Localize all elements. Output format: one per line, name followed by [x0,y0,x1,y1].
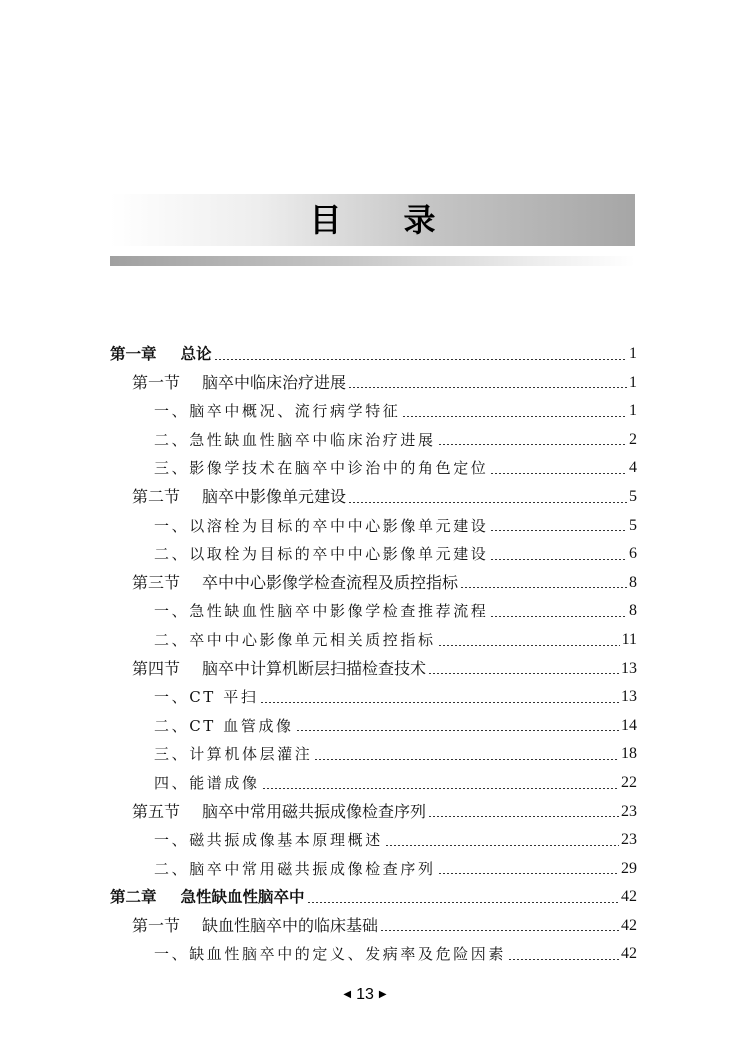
toc-entry-label [110,883,305,912]
toc-entry-label [154,826,383,855]
toc-entry-section[interactable] [110,369,637,398]
toc-entry-label [132,655,426,684]
toc-entry-page: 13 [621,659,637,677]
dot-leader [438,444,627,445]
dot-leader [307,902,619,903]
toc-entry-page: 13 [621,688,637,706]
toc-entry-label [132,483,346,512]
dot-leader [490,530,627,531]
toc-entry-prefix: 第四节 [132,658,181,678]
toc-entry-page: 2 [629,430,637,448]
toc-entry-label [154,740,312,769]
toc-entry-section[interactable] [110,798,637,827]
toc-entry-label [154,683,258,712]
toc-entry-title: 脑卒中临床治疗进展 [202,372,347,392]
toc-entry-title: 三、影像学技术在脑卒中诊治中的角色定位 [154,459,489,478]
page-number: 13 [356,986,374,1003]
toc-entry-page: 1 [629,345,637,362]
toc-entry-title: 脑卒中影像单元建设 [202,486,347,506]
toc-entry-label [154,454,488,483]
toc-entry-title: 一、脑卒中概况、流行病学特征 [154,402,401,421]
toc-entry-label [154,426,436,455]
dot-leader [428,673,619,674]
toc-entry-title: 一、磁共振成像基本原理概述 [154,831,383,850]
title-divider [110,256,635,266]
triangle-right-icon: ▶ [378,989,387,1000]
dot-leader [262,788,619,789]
toc-entry-item[interactable] [110,454,637,483]
toc-entry-chapter[interactable] [110,883,637,912]
toc-entry-label [154,712,294,741]
toc-entry-title: 急性缺血性脑卒中 [180,888,305,907]
dot-leader [348,502,627,503]
toc-entry-item[interactable] [110,740,637,769]
toc-entry-chapter[interactable] [110,340,637,369]
toc-entry-label [154,855,436,884]
toc-entry-label [132,569,458,598]
dot-leader [508,959,619,960]
toc-entry-section[interactable] [110,912,637,941]
dot-leader [260,702,619,703]
toc-entry-item[interactable] [110,540,637,569]
toc-entry-prefix: 第一章 [110,345,157,363]
toc-entry-section[interactable] [110,569,637,598]
page-title: 目录 [309,201,498,239]
toc-entry-title: 二、以取栓为目标的卒中中心影像单元建设 [154,545,489,564]
toc-entry-title: 二、脑卒中常用磁共振成像检查序列 [154,859,436,878]
dot-leader [385,845,619,846]
dot-leader [438,873,619,874]
toc-entry-prefix: 第一节 [132,915,181,935]
toc-entry-label [154,512,488,541]
toc-entry-section[interactable] [110,483,637,512]
toc-entry-label [132,369,346,398]
toc-entry-title: 卒中中心影像学检查流程及质控指标 [202,572,459,592]
toc-entry-item[interactable] [110,683,637,712]
dot-leader [314,759,619,760]
dot-leader [428,816,619,817]
dot-leader [490,559,627,560]
toc-entry-item[interactable] [110,626,637,655]
toc-entry-title: 二、卒中中心影像单元相关质控指标 [154,630,436,649]
toc-entry-page: 1 [629,402,637,420]
toc-entry-label [154,769,260,798]
dot-leader [460,587,627,588]
toc-entry-prefix: 第二章 [110,888,157,907]
toc-entry-page: 23 [621,831,637,849]
toc-entry-page: 29 [621,859,637,877]
toc-entry-item[interactable] [110,426,637,455]
dot-leader [214,359,627,360]
title-band [110,194,635,246]
toc-entry-item[interactable] [110,512,637,541]
toc-entry-title: 一、CT 平扫 [154,688,259,707]
toc-entry-title: 一、急性缺血性脑卒中影像学检查推荐流程 [154,602,489,621]
toc-entry-page: 18 [621,745,637,763]
dot-leader [490,473,627,474]
toc-entry-title: 一、以溶栓为目标的卒中中心影像单元建设 [154,516,489,535]
toc-entry-item[interactable] [110,826,637,855]
toc-entry-prefix: 第二节 [132,486,181,506]
toc-entry-item[interactable] [110,397,637,426]
toc-entry-label [132,798,426,827]
toc-entry-page: 11 [621,630,637,648]
dot-leader [380,930,619,931]
toc-entry-label [154,940,506,969]
dot-leader [438,645,620,646]
toc-entry-label [154,397,400,426]
toc-entry-title: 二、CT 血管成像 [154,716,294,735]
toc-entry-page: 8 [629,602,637,620]
toc-entry-page: 23 [621,802,637,820]
toc-entry-title: 脑卒中计算机断层扫描检查技术 [202,658,427,678]
toc-entry-page: 4 [629,459,637,477]
toc-entry-page: 1 [629,373,637,391]
toc-entry-title: 一、缺血性脑卒中的定义、发病率及危险因素 [154,945,507,964]
dot-leader [348,387,627,388]
toc-entry-prefix: 第一节 [132,372,181,392]
toc-entry-page: 42 [621,916,637,934]
toc-entry-page: 5 [629,487,637,505]
toc-entry-label [132,912,378,941]
page-footer [0,986,730,1004]
toc-entry-label [110,340,212,369]
toc-entry-title: 缺血性脑卒中的临床基础 [202,915,379,935]
toc-entry-page: 42 [621,945,637,963]
dot-leader [296,730,619,731]
toc-entry-item[interactable] [110,712,637,741]
toc-entry-prefix: 第五节 [132,801,181,821]
toc-entry-item[interactable] [110,940,637,969]
toc-entry-page: 22 [621,773,637,791]
toc-entry-item[interactable] [110,855,637,884]
toc-entry-page: 8 [629,573,637,591]
triangle-left-icon: ◀ [343,989,352,1000]
dot-leader [402,416,627,417]
toc-entry-item[interactable] [110,597,637,626]
toc-entry-item[interactable] [110,769,637,798]
toc-entry-label [154,540,488,569]
toc-entry-prefix: 第三节 [132,572,181,592]
table-of-contents [110,340,637,969]
toc-entry-title: 二、急性缺血性脑卒中临床治疗进展 [154,430,436,449]
toc-entry-page: 14 [621,716,637,734]
toc-entry-page: 42 [621,888,637,906]
toc-entry-title: 总论 [180,345,212,363]
toc-entry-page: 6 [629,545,637,563]
toc-entry-title: 脑卒中常用磁共振成像检查序列 [202,801,427,821]
toc-entry-title: 三、计算机体层灌注 [154,745,313,764]
toc-entry-section[interactable] [110,655,637,684]
toc-entry-title: 四、能谱成像 [154,773,260,792]
toc-entry-label [154,626,436,655]
toc-entry-page: 5 [629,516,637,534]
dot-leader [490,616,627,617]
toc-entry-label [154,597,488,626]
